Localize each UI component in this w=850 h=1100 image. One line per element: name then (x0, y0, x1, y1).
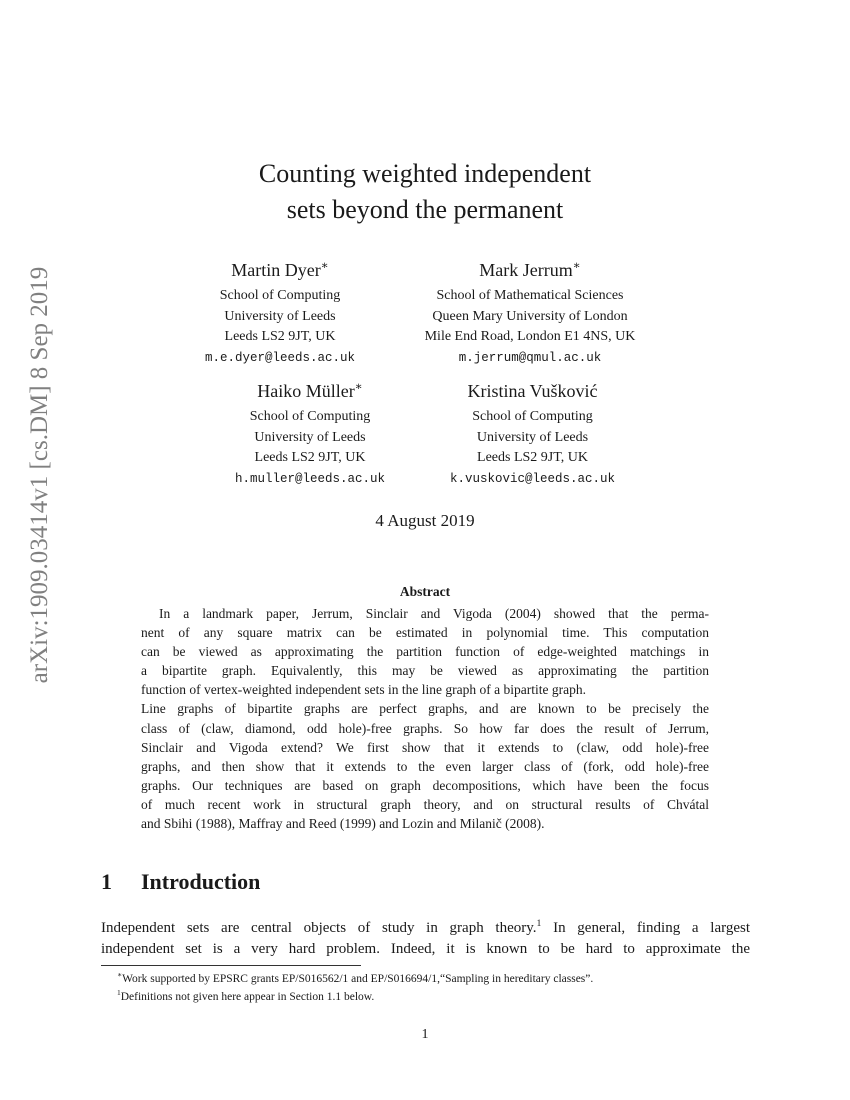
abstract-line: a bipartite graph. Equivalently, this may be viewed as approximating the partition (141, 663, 709, 679)
abstract-line: class of (claw, diamond, odd hole)-free graphs. So how far does the result of Jerrum, (141, 720, 709, 736)
author-footnote-mark: ∗ (354, 380, 363, 393)
abstract-line: can be viewed as approximating the partition function of edge-weighted matchings in (141, 644, 709, 660)
section-title: Introduction (141, 869, 261, 894)
author-block-vuskovic (440, 380, 625, 489)
abstract-heading: Abstract (399, 584, 451, 599)
abstract-line: Sinclair and Vigoda extend? We first show that it extends to (claw, odd hole)-free (141, 739, 709, 755)
footnote-rule (101, 965, 361, 966)
footnotes (117, 970, 757, 1006)
author-block-dyer (195, 259, 365, 368)
body-line: Independent sets are central objects of study in graph theory.$^1$ In general, finding a largest (101, 918, 750, 936)
author-name: Haiko Müller∗ (257, 380, 363, 401)
footnote: $^1$Definitions not given here appear in Section 1.1 below. (117, 988, 375, 1003)
author-block-jerrum (400, 259, 660, 368)
author-footnote-mark: ∗ (320, 259, 329, 272)
abstract-line: Line graphs of bipartite graphs are perfect graphs, and are known to be precisely the (141, 701, 709, 717)
introduction-body (101, 918, 750, 960)
abstract-body (141, 604, 709, 833)
body-line: independent set is a very hard problem. Indeed, it is known to be hard to approximate the (101, 941, 750, 957)
author-block-muller (225, 380, 395, 489)
abstract-line: function of vertex-weighted independent sets in the line graph of a bipartite graph. (141, 682, 586, 698)
paper-title (0, 156, 850, 228)
title-line-1: Counting weighted independent (258, 159, 592, 188)
paper-date: 4 August 2019 (375, 511, 475, 530)
footnote: ∗Work supported by EPSRC grants EP/S016562/1 and EP/S016694/1,“Sampling in hereditary classes”. (117, 970, 594, 985)
author-email: m.jerrum@qmul.ac.uk (458, 350, 602, 365)
author-affiliation: School of Mathematical Sciences Queen Mary University of London Mile End Road, London E1 4NS, UK (424, 288, 636, 344)
abstract-line: graphs. Our techniques are based on graph decompositions, which have been the focus (141, 777, 709, 793)
footnote-reference[interactable]: 1 (536, 918, 542, 929)
author-affiliation: School of Computing University of Leeds Leeds LS2 9JT, UK (219, 288, 341, 344)
author-name: Kristina Vušković (467, 381, 598, 401)
section-number: 1 (101, 869, 112, 894)
author-footnote-mark: ∗ (572, 259, 581, 272)
abstract-line: nent of any square matrix can be estimated in polynomial time. This computation (141, 625, 709, 641)
author-name: Mark Jerrum∗ (479, 259, 581, 280)
arxiv-identifier-stamp: arXiv:1909.03414v1 [cs.DM] 8 Sep 2019 (26, 266, 53, 684)
abstract-line: of much recent work in structural graph theory, and on structural results of Chvátal (141, 796, 709, 812)
abstract-line: graphs, and then show that it extends to the even larger class of (fork, odd hole)-free (141, 758, 709, 774)
author-email: h.muller@leeds.ac.uk (234, 471, 386, 486)
author-name: Martin Dyer∗ (231, 259, 329, 280)
author-affiliation: School of Computing University of Leeds Leeds LS2 9JT, UK (249, 409, 371, 465)
section-heading-introduction (101, 869, 260, 895)
title-line-2: sets beyond the permanent (286, 195, 564, 224)
page-number: 1 (421, 1027, 429, 1042)
author-affiliation: School of Computing University of Leeds Leeds LS2 9JT, UK (472, 409, 593, 465)
abstract-line: and Sbihi (1988), Maffray and Reed (1999) and Lozin and Milanič (2008). (141, 816, 545, 832)
abstract-line: In a landmark paper, Jerrum, Sinclair and Vigoda (2004) showed that the perma- (159, 606, 709, 621)
author-email: k.vuskovic@leeds.ac.uk (449, 471, 616, 486)
author-email: m.e.dyer@leeds.ac.uk (204, 350, 356, 365)
